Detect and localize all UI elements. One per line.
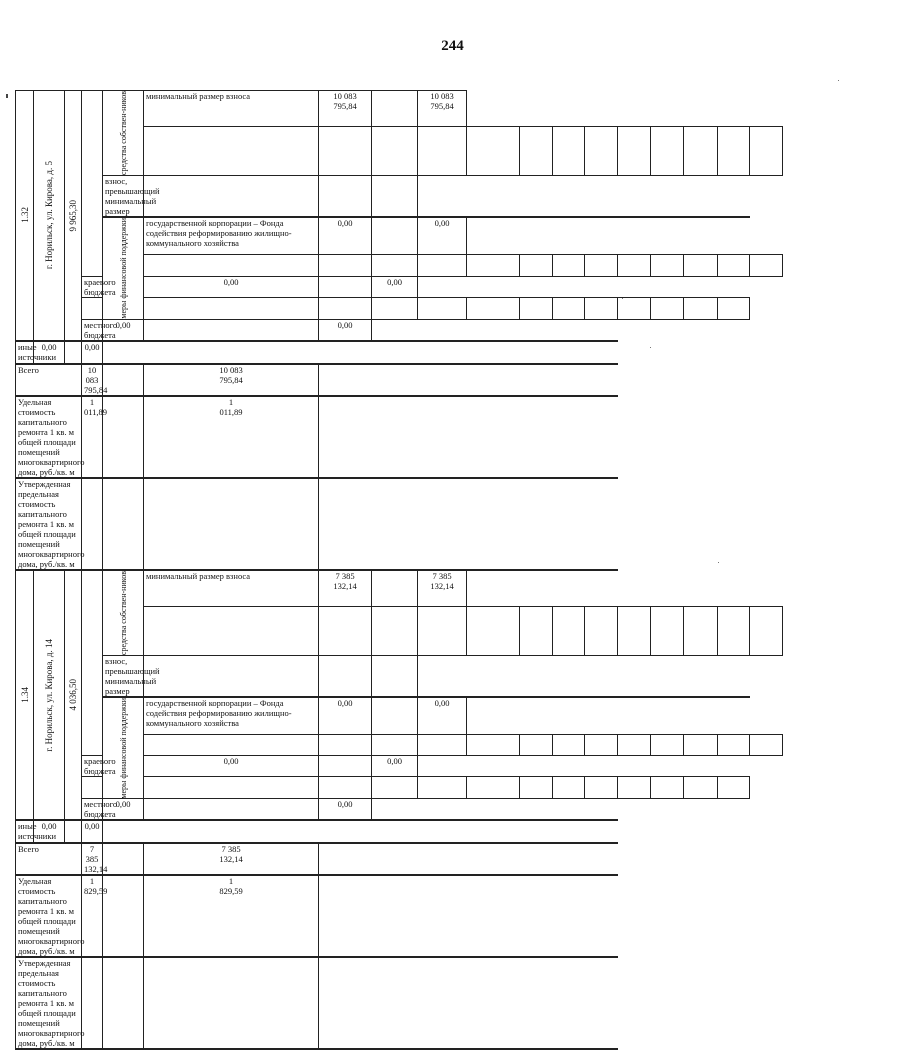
empty-cell <box>718 127 750 176</box>
empty-cell <box>585 255 618 277</box>
empty-cell <box>520 843 553 844</box>
empty-cell <box>144 319 319 340</box>
row-label-excess-contribution: взнос, превышающий минимальный размер <box>103 176 144 217</box>
row-label-min-contribution: минимальный размер взноса <box>144 570 319 606</box>
empty-cell <box>82 777 103 799</box>
block-address: г. Норильск, ул. Кирова, д. 5 <box>44 161 54 270</box>
empty-cell <box>319 655 372 696</box>
empty-cell <box>651 297 684 319</box>
owner-funds-label: средства собствен-ников <box>118 91 128 176</box>
empty-cell <box>372 875 418 876</box>
empty-cell <box>372 91 418 127</box>
empty-cell <box>718 255 750 277</box>
empty-cell <box>520 363 553 364</box>
empty-cell <box>467 363 520 364</box>
value-regional-1: 0,00 <box>144 756 319 777</box>
empty-cell <box>144 777 319 799</box>
empty-cell <box>684 297 718 319</box>
empty-cell <box>467 957 520 958</box>
empty-cell <box>319 777 372 799</box>
empty-cell <box>520 297 553 319</box>
empty-cell <box>520 477 553 478</box>
empty-cell <box>718 696 750 697</box>
value-unit-cost-1: 1 829,59 <box>82 876 103 957</box>
empty-cell <box>418 255 467 277</box>
empty-cell <box>520 569 553 570</box>
empty-cell <box>585 606 618 655</box>
empty-cell <box>65 821 82 843</box>
value-state-corp-2: 0,00 <box>418 697 467 734</box>
empty-cell <box>618 217 651 218</box>
value-limit-cost-2 <box>144 958 319 1049</box>
empty-cell <box>467 255 520 277</box>
empty-cell <box>372 477 418 478</box>
empty-cell <box>553 777 585 799</box>
empty-cell <box>684 127 718 176</box>
empty-cell <box>651 696 684 697</box>
empty-cell <box>553 363 585 364</box>
value-state-corp-1: 0,00 <box>319 697 372 734</box>
empty-cell <box>684 777 718 799</box>
empty-cell <box>585 340 618 341</box>
empty-cell <box>618 606 651 655</box>
row-label-other: иные источники <box>16 821 34 843</box>
value-total-1: 7 385 132,14 <box>82 844 103 875</box>
empty-cell <box>467 217 520 218</box>
empty-cell <box>467 477 520 478</box>
empty-cell <box>684 696 718 697</box>
row-label-regional: краевого бюджета <box>82 756 103 777</box>
empty-cell <box>750 127 783 176</box>
value-total-2: 10 083 795,84 <box>144 364 319 395</box>
empty-cell <box>553 696 585 697</box>
empty-cell <box>319 606 372 655</box>
empty-cell <box>520 340 553 341</box>
value-regional-2: 0,00 <box>372 756 418 777</box>
empty-cell <box>319 340 372 341</box>
empty-cell <box>467 777 520 799</box>
empty-cell <box>684 255 718 277</box>
empty-cell <box>144 255 319 277</box>
empty-cell <box>520 875 553 876</box>
empty-cell <box>372 843 418 844</box>
empty-cell <box>319 843 372 844</box>
empty-cell <box>372 734 418 756</box>
empty-cell <box>520 127 553 176</box>
empty-cell <box>144 799 319 820</box>
empty-cell <box>144 606 319 655</box>
empty-cell <box>585 127 618 176</box>
value-other-1: 0,00 <box>34 821 65 843</box>
empty-cell <box>520 734 553 756</box>
empty-cell <box>585 957 618 958</box>
value-limit-cost-1 <box>82 958 103 1049</box>
empty-cell <box>520 606 553 655</box>
empty-cell <box>467 606 520 655</box>
empty-cell <box>418 957 467 958</box>
empty-cell <box>418 340 467 341</box>
empty-cell <box>144 340 319 341</box>
value-excess-contribution-2 <box>372 655 418 696</box>
empty-cell <box>585 875 618 876</box>
empty-cell <box>144 297 319 319</box>
block-cost-cell <box>65 570 82 820</box>
empty-cell <box>103 844 144 875</box>
empty-cell <box>467 395 520 396</box>
empty-cell <box>651 127 684 176</box>
empty-cell <box>319 255 372 277</box>
row-label-total: Всего <box>16 364 82 395</box>
block-number-cell <box>16 91 34 341</box>
value-min-contribution-2: 7 385 132,14 <box>418 570 467 606</box>
empty-cell <box>553 606 585 655</box>
empty-cell <box>750 606 783 655</box>
row-label-state-corp: государственной корпорации – Фонда содействия реформированию жилищно-коммунального хозяйства <box>144 218 319 255</box>
empty-cell <box>684 606 718 655</box>
value-regional-2: 0,00 <box>372 276 418 297</box>
empty-cell <box>750 255 783 277</box>
block-address: г. Норильск, ул. Кирова, д. 14 <box>44 638 54 752</box>
empty-cell <box>585 569 618 570</box>
value-total-1: 10 083 795,84 <box>82 364 103 395</box>
row-label-unit-cost: Удельная стоимость капитального ремонта 1 кв. м общей площади помещений многоквартирного дома, руб./кв. м <box>16 876 82 957</box>
empty-cell <box>467 843 520 844</box>
financial-support-cell <box>103 697 144 799</box>
block-cost: 4 036,50 <box>68 679 78 711</box>
empty-cell <box>418 875 467 876</box>
value-unit-cost-2: 1 829,59 <box>144 876 319 957</box>
empty-cell <box>372 127 418 176</box>
empty-cell <box>553 957 585 958</box>
empty-cell <box>684 734 718 756</box>
empty-cell <box>651 777 684 799</box>
empty-cell <box>103 396 144 477</box>
empty-cell <box>372 606 418 655</box>
value-local-2: 0,00 <box>319 319 372 340</box>
empty-cell <box>651 255 684 277</box>
empty-cell <box>553 340 585 341</box>
empty-cell <box>319 176 372 217</box>
empty-cell <box>418 363 467 364</box>
empty-cell <box>553 127 585 176</box>
empty-cell <box>319 127 372 176</box>
empty-cell <box>372 395 418 396</box>
empty-cell <box>520 820 553 821</box>
empty-cell <box>418 734 467 756</box>
scan-edge-mark <box>6 94 8 98</box>
empty-cell <box>651 606 684 655</box>
empty-cell <box>585 734 618 756</box>
empty-cell <box>144 127 319 176</box>
empty-cell <box>144 734 319 756</box>
empty-cell <box>585 477 618 478</box>
empty-cell <box>585 843 618 844</box>
value-other-2: 0,00 <box>82 341 103 363</box>
value-limit-cost-2 <box>144 478 319 569</box>
value-excess-contribution-1 <box>144 655 319 696</box>
empty-cell <box>372 820 418 821</box>
value-local-1: 0,00 <box>103 319 144 340</box>
block-number: 1.32 <box>19 207 30 224</box>
empty-cell <box>319 756 372 777</box>
empty-cell <box>553 217 585 218</box>
empty-cell <box>585 363 618 364</box>
empty-cell <box>585 217 618 218</box>
empty-cell <box>618 127 651 176</box>
empty-cell <box>618 297 651 319</box>
empty-cell <box>553 395 585 396</box>
empty-cell <box>520 957 553 958</box>
empty-cell <box>467 696 520 697</box>
owner-funds-cell <box>103 570 144 655</box>
empty-cell <box>553 843 585 844</box>
empty-cell <box>319 734 372 756</box>
empty-cell <box>65 341 82 363</box>
empty-cell <box>467 820 520 821</box>
empty-cell <box>103 820 144 821</box>
financial-support-label: меры финансовой поддержки <box>118 218 128 319</box>
empty-cell <box>651 734 684 756</box>
empty-cell <box>103 340 144 341</box>
empty-cell <box>718 777 750 799</box>
empty-cell <box>418 297 467 319</box>
empty-cell <box>319 297 372 319</box>
row-label-total: Всего <box>16 844 82 875</box>
empty-cell <box>372 697 418 734</box>
value-excess-contribution-1 <box>144 176 319 217</box>
row-label-limit-cost: Утвержденная предельная стоимость капитального ремонта 1 кв. м общей площади помещений многоквартирного дома, руб./кв. м <box>16 478 82 569</box>
empty-cell <box>467 340 520 341</box>
value-unit-cost-1: 1 011,89 <box>82 396 103 477</box>
value-min-contribution-2: 10 083 795,84 <box>418 91 467 127</box>
empty-cell <box>520 777 553 799</box>
block-address-cell <box>34 570 65 820</box>
row-label-regional: краевого бюджета <box>82 276 103 297</box>
empty-cell <box>585 297 618 319</box>
empty-cell <box>372 218 418 255</box>
empty-cell <box>319 395 372 396</box>
row-label-local: местного бюджета <box>82 799 103 820</box>
value-other-1: 0,00 <box>34 341 65 363</box>
empty-cell <box>103 876 144 957</box>
empty-cell <box>553 297 585 319</box>
empty-cell <box>372 363 418 364</box>
value-other-2: 0,00 <box>82 821 103 843</box>
empty-cell <box>718 217 750 218</box>
empty-cell <box>418 843 467 844</box>
empty-cell <box>553 875 585 876</box>
empty-cell <box>372 777 418 799</box>
empty-cell <box>418 395 467 396</box>
empty-cell <box>585 777 618 799</box>
value-min-contribution-1: 10 083 795,84 <box>319 91 372 127</box>
empty-cell <box>319 276 372 297</box>
empty-cell <box>718 297 750 319</box>
row-label-other: иные источники <box>16 341 34 363</box>
block-number-cell <box>16 570 34 820</box>
empty-cell <box>103 958 144 1049</box>
value-total-2: 7 385 132,14 <box>144 844 319 875</box>
empty-cell <box>467 297 520 319</box>
empty-cell <box>618 696 651 697</box>
empty-cell <box>372 570 418 606</box>
value-state-corp-2: 0,00 <box>418 218 467 255</box>
empty-cell <box>467 127 520 176</box>
empty-cell <box>418 777 467 799</box>
empty-cell <box>372 297 418 319</box>
block-cost: 9 965,30 <box>68 199 78 232</box>
value-min-contribution-1: 7 385 132,14 <box>319 570 372 606</box>
empty-cell <box>467 875 520 876</box>
empty-cell <box>418 477 467 478</box>
empty-cell <box>467 569 520 570</box>
empty-cell <box>585 395 618 396</box>
empty-cell <box>82 297 103 319</box>
scan-speck <box>838 80 839 81</box>
value-excess-contribution-2 <box>372 176 418 217</box>
page-number: 244 <box>441 38 464 54</box>
capital-repair-table <box>15 90 915 1050</box>
empty-cell <box>319 363 372 364</box>
empty-cell <box>750 734 783 756</box>
empty-cell <box>418 606 467 655</box>
block-number: 1.34 <box>19 687 30 703</box>
empty-cell <box>553 255 585 277</box>
empty-cell <box>585 696 618 697</box>
empty-cell <box>718 734 750 756</box>
empty-cell <box>553 820 585 821</box>
empty-cell <box>520 696 553 697</box>
empty-cell <box>319 820 372 821</box>
row-label-limit-cost: Утвержденная предельная стоимость капитального ремонта 1 кв. м общей площади помещений многоквартирного дома, руб./кв. м <box>16 958 82 1049</box>
block-cost-cell <box>65 91 82 341</box>
row-label-min-contribution: минимальный размер взноса <box>144 91 319 127</box>
empty-cell <box>418 127 467 176</box>
empty-cell <box>372 340 418 341</box>
empty-cell <box>319 875 372 876</box>
empty-cell <box>418 820 467 821</box>
financial-support-cell <box>103 218 144 320</box>
empty-cell <box>553 477 585 478</box>
empty-cell <box>520 217 553 218</box>
value-regional-1: 0,00 <box>144 276 319 297</box>
value-local-2: 0,00 <box>319 799 372 820</box>
spacer-cell <box>82 570 103 756</box>
empty-cell <box>319 477 372 478</box>
block-address-cell <box>34 91 65 341</box>
value-state-corp-1: 0,00 <box>319 218 372 255</box>
value-local-1: 0,00 <box>103 799 144 820</box>
empty-cell <box>103 478 144 569</box>
empty-cell <box>467 734 520 756</box>
empty-cell <box>372 957 418 958</box>
empty-cell <box>618 777 651 799</box>
financial-support-label: меры финансовой поддержки <box>118 697 128 799</box>
row-label-excess-contribution: взнос, превышающий минимальный размер <box>103 655 144 696</box>
empty-cell <box>718 606 750 655</box>
empty-cell <box>520 255 553 277</box>
spacer-cell <box>82 91 103 277</box>
empty-cell <box>372 255 418 277</box>
empty-cell <box>553 734 585 756</box>
empty-cell <box>618 255 651 277</box>
empty-cell <box>319 957 372 958</box>
row-label-local: местного бюджета <box>82 319 103 340</box>
empty-cell <box>618 734 651 756</box>
empty-cell <box>651 217 684 218</box>
value-limit-cost-1 <box>82 478 103 569</box>
empty-cell <box>585 820 618 821</box>
empty-cell <box>553 569 585 570</box>
row-label-state-corp: государственной корпорации – Фонда содействия реформированию жилищно-коммунального хозяйства <box>144 697 319 734</box>
empty-cell <box>144 820 319 821</box>
empty-cell <box>684 217 718 218</box>
owner-funds-label: средства собствен-ников <box>118 570 128 655</box>
empty-cell <box>520 395 553 396</box>
value-unit-cost-2: 1 011,89 <box>144 396 319 477</box>
empty-cell <box>103 364 144 395</box>
owner-funds-cell <box>103 91 144 176</box>
row-label-unit-cost: Удельная стоимость капитального ремонта 1 кв. м общей площади помещений многоквартирного дома, руб./кв. м <box>16 396 82 477</box>
